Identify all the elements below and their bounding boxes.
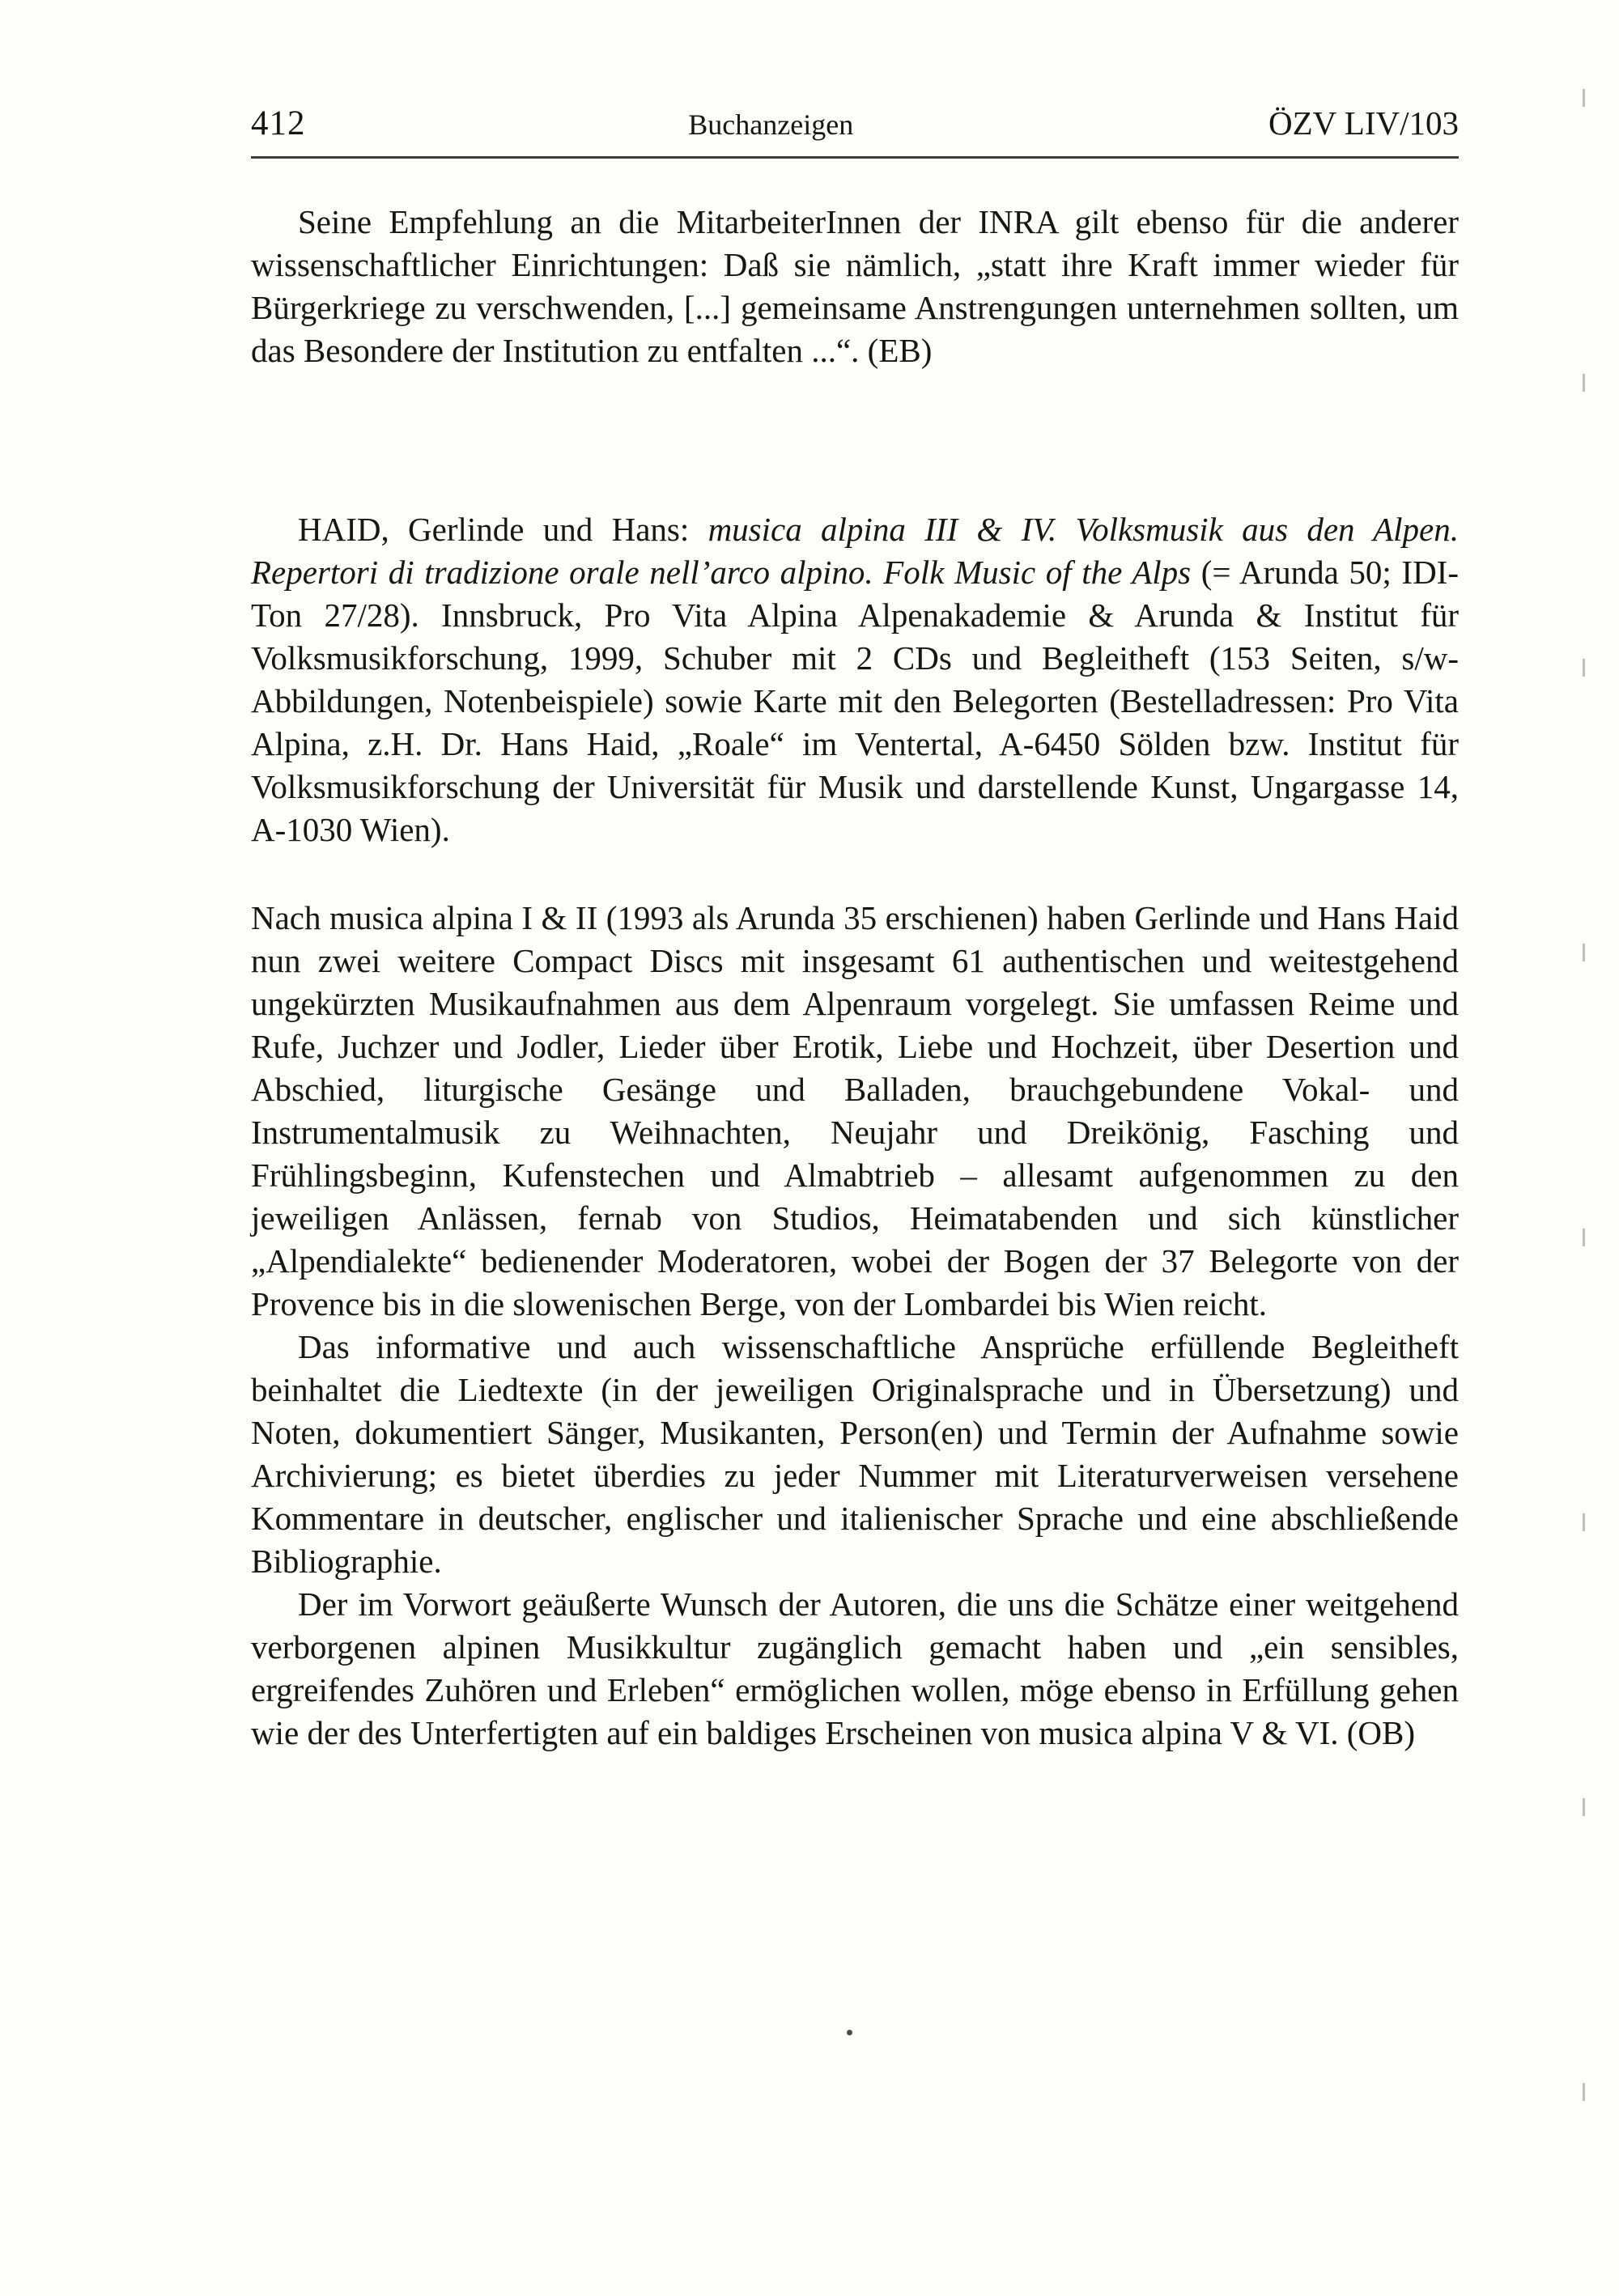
page-header	[251, 104, 1459, 143]
scan-edge-artifacts	[1583, 89, 1585, 2209]
paragraph-review-body-1: Nach musica alpina I & II (1993 als Arunda 35 erschienen) haben Gerlinde und Hans Haid nun zwei weitere Compact Discs mit insgesamt 61 authentischen und weitestgehend ungekürzten Musikaufnahmen aus dem Alpenraum vorgelegt. Sie umfassen Reime und Rufe, Juchzer und Jodler, Lieder über Erotik, Liebe und Hochzeit, über Desertion und Abschied, liturgische Gesänge und Balladen, brauchgebundene Vokal- und Instrumentalmusik zu Weihnachten, Neujahr und Dreikönig, Fasching und Frühlingsbeginn, Kufenstechen und Almabtrieb – allesamt aufgenommen zu den jeweiligen Anlässen, fernab von Studios, Heimatabenden und sich künstlicher „Alpendialekte“ bedienender Moderatoren, wobei der Bogen der 37 Belegorte von der Provence bis in die slowenischen Berge, von der Lombardei bis Wien reicht.	[251, 899, 1459, 1322]
paragraph-editorial-note: Seine Empfehlung an die MitarbeiterInnen der INRA gilt ebenso für die anderer wissenschaftlicher Einrichtungen: Daß sie nämlich, „statt ihre Kraft immer wieder für Bürgerkriege zu verschwenden, [...] gemeinsame Anstrengungen unternehmen sollten, um das Besondere der Institution zu entfalten ...“. (EB)	[251, 203, 1459, 369]
header-rule	[251, 156, 1459, 159]
text-column	[251, 104, 1459, 1755]
citation-author: HAID, Gerlinde und Hans:	[298, 511, 708, 548]
citation-publication-info: (= Arunda 50; IDI-Ton 27/28). Innsbruck, Pro Vita Alpina Alpenakademie & Arunda & Institut für Volksmusikforschung, 1999, Schuber mit 2 CDs und Begleitheft (153 Seiten, s/w-Abbildungen, Notenbeispiele) sowie Karte mit den Belegorten (Bestelladressen: Pro Vita Alpina, z.H. Dr. Hans Haid, „Roale“ im Ventertal, A-6450 Sölden bzw. Institut für Volksmusikforschung der Universität für Musik und darstellende Kunst, Ungargasse 14, A-1030 Wien).	[251, 554, 1459, 848]
page-number: 412	[251, 104, 306, 142]
scan-dot-artifact	[847, 2030, 852, 2035]
paragraph-review-body-3: Der im Vorwort geäußerte Wunsch der Autoren, die uns die Schätze einer weitgehend verborgenen alpinen Musikkultur zugänglich gemacht haben und „ein sensibles, ergreifendes Zuhören und Erleben“ ermöglichen wollen, möge ebenso in Erfüllung gehen wie der des Unterfertigten auf ein baldiges Erscheinen von musica alpina V & VI. (OB)	[251, 1585, 1459, 1751]
paragraph-review-body-2: Das informative und auch wissenschaftliche Ansprüche erfüllende Begleitheft beinhaltet die Liedtexte (in der jeweiligen Originalsprache und in Übersetzung) und Noten, dokumentiert Sänger, Musikanten, Person(en) und Termin der Aufnahme sowie Archivierung; es bietet überdies zu jeder Nummer mit Literaturverweisen versehene Kommentare in deutscher, englischer und italienischer Sprache und eine abschließende Bibliographie.	[251, 1328, 1459, 1580]
page-body	[251, 201, 1459, 1755]
running-title: Buchanzeigen	[688, 108, 854, 141]
citation-paragraph	[251, 508, 1459, 851]
journal-issue-ref: ÖZV LIV/103	[1268, 104, 1459, 142]
citation-title-italic: musica alpina III & IV. Volksmusik aus den Alpen. Repertori di tradizione orale nell’arco alpino. Folk Music of the Alps	[251, 511, 1460, 591]
